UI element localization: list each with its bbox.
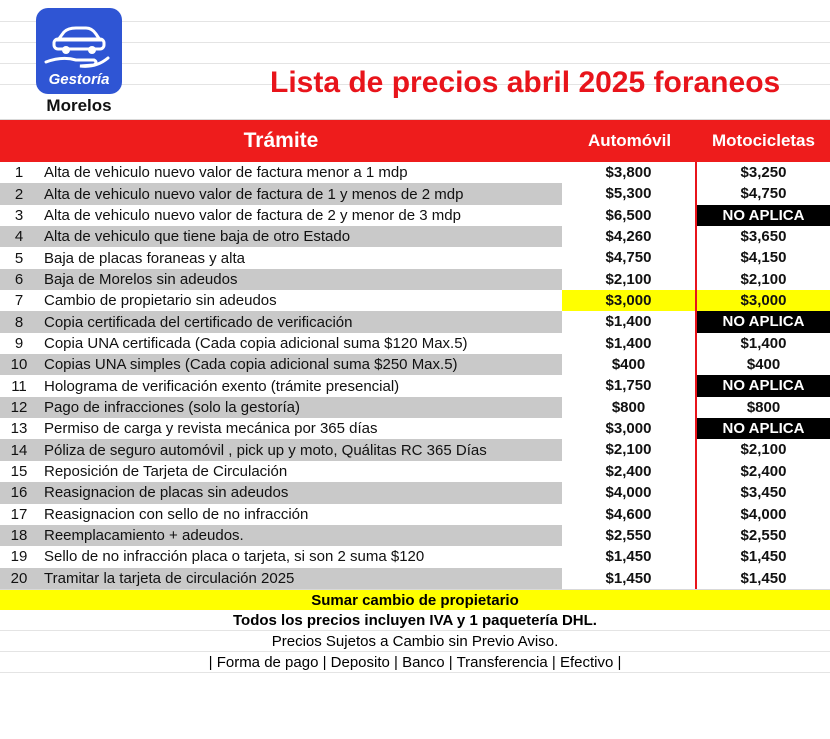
table-row [0, 461, 830, 482]
price-automovil: $2,100 [562, 269, 697, 290]
table-row [0, 525, 830, 546]
row-description: Pago de infracciones (solo la gestoría) [44, 398, 300, 416]
row-description: Cambio de propietario sin adeudos [44, 292, 277, 310]
price-motocicletas: $400 [697, 354, 830, 375]
price-automovil: $4,750 [562, 247, 697, 268]
row-description: Alta de vehiculo que tiene baja de otro Estado [44, 228, 351, 246]
price-motocicletas: NO APLICA [697, 311, 830, 332]
row-description: Alta de vehiculo nuevo valor de factura de 2 y menor de 3 mdp [44, 206, 461, 224]
table-row [0, 375, 830, 396]
brand-subtitle: Morelos [46, 96, 112, 115]
row-description: Reasignacion de placas sin adeudos [44, 484, 289, 502]
table-header [0, 120, 830, 162]
price-automovil: $6,500 [562, 205, 697, 226]
row-number: 19 [10, 548, 28, 566]
row-description: Copias UNA simples (Cada copia adicional suma $250 Max.5) [44, 356, 458, 374]
row-description: Reemplacamiento + adeudos. [44, 527, 244, 545]
price-motocicletas: $1,450 [740, 548, 787, 566]
row-description: Póliza de seguro automóvil , pick up y moto, Quálitas RC 365 Días [44, 441, 487, 459]
table-row [0, 482, 830, 503]
row-number: 14 [10, 441, 28, 459]
footer-note-propietario: Sumar cambio de propietario [0, 589, 830, 610]
price-motocicletas: NO APLICA [697, 418, 830, 439]
row-number: 6 [14, 270, 24, 288]
table-row [0, 354, 830, 375]
footer-note-precios: Precios Sujetos a Cambio sin Previo Aviso. [0, 631, 830, 652]
row-description: Baja de placas foraneas y alta [44, 249, 245, 267]
price-motocicletas: $2,100 [697, 439, 830, 460]
row-description: Baja de Morelos sin adeudos [44, 270, 238, 288]
price-automovil: $1,400 [562, 311, 697, 332]
row-number: 17 [10, 505, 28, 523]
table-row [0, 504, 830, 525]
price-motocicletas: $2,400 [740, 462, 787, 480]
row-number: 13 [10, 420, 28, 438]
row-number: 16 [10, 484, 28, 502]
table-row [0, 205, 830, 226]
table-row [0, 568, 830, 589]
price-motocicletas: NO APLICA [697, 205, 830, 226]
row-description: Reposición de Tarjeta de Circulación [44, 462, 288, 480]
row-number: 10 [10, 356, 28, 374]
footer-note-iva: Todos los precios incluyen IVA y 1 paquetería DHL. [0, 610, 830, 631]
table-row [0, 418, 830, 439]
price-motocicletas: $1,450 [697, 568, 830, 589]
row-description: Sello de no infracción placa o tarjeta, si son 2 suma $120 [44, 548, 425, 566]
row-description: Copia UNA certificada (Cada copia adicional suma $120 Max.5) [44, 334, 468, 352]
row-number: 4 [14, 228, 24, 246]
price-automovil: $2,100 [562, 439, 697, 460]
row-description: Reasignacion con sello de no infracción [44, 505, 309, 523]
price-motocicletas: $1,400 [740, 334, 787, 352]
price-automovil: $1,450 [562, 568, 697, 589]
table-row [0, 546, 830, 567]
row-number: 12 [10, 398, 28, 416]
price-motocicletas: $3,450 [697, 482, 830, 503]
table-row [0, 333, 830, 354]
price-motocicletas: $2,550 [697, 525, 830, 546]
price-automovil: $3,000 [562, 290, 697, 311]
price-motocicletas: $3,250 [740, 164, 787, 181]
price-automovil: $2,400 [562, 461, 697, 482]
price-automovil: $3,000 [562, 418, 697, 439]
table-row [0, 247, 830, 268]
row-description: Tramitar la tarjeta de circulación 2025 [44, 569, 295, 587]
row-number: 1 [14, 164, 24, 182]
table-row [0, 311, 830, 332]
table-row [0, 290, 830, 311]
row-description: Copia certificada del certificado de verificación [44, 313, 353, 331]
table-row [0, 439, 830, 460]
row-number: 2 [14, 185, 24, 203]
price-automovil: $1,750 [562, 375, 697, 396]
price-motocicletas: $4,000 [740, 505, 787, 523]
price-automovil: $4,260 [562, 226, 697, 247]
table-row [0, 269, 830, 290]
price-automovil: $400 [562, 354, 697, 375]
table-row [0, 397, 830, 418]
row-number: 3 [14, 206, 24, 224]
header [0, 0, 830, 120]
price-automovil: $4,000 [562, 482, 697, 503]
row-number: 11 [11, 377, 27, 395]
price-automovil: $3,800 [562, 162, 697, 183]
row-number: 20 [10, 569, 28, 587]
price-motocicletas: $2,100 [697, 269, 830, 290]
table-row [0, 162, 830, 183]
footer-note-forma-pago: | Forma de pago | Deposito | Banco | Transferencia | Efectivo | [0, 652, 830, 673]
price-motocicletas: $3,000 [697, 290, 830, 311]
price-table-body [0, 162, 830, 589]
row-description: Holograma de verificación exento (trámite presencial) [44, 377, 400, 395]
price-motocicletas: $3,650 [697, 226, 830, 247]
price-automovil: $2,550 [562, 525, 697, 546]
table-row [0, 226, 830, 247]
row-description: Alta de vehiculo nuevo valor de factura de 1 y menos de 2 mdp [44, 185, 464, 203]
price-motocicletas: NO APLICA [697, 375, 830, 396]
price-automovil: $1,400 [562, 333, 697, 354]
row-number: 9 [14, 334, 24, 352]
price-automovil: $800 [562, 397, 697, 418]
price-automovil: $5,300 [562, 183, 697, 204]
car-hand-icon [36, 8, 122, 78]
column-header-tramite: Trámite [243, 129, 319, 152]
column-header-motocicletas: Motocicletas [712, 131, 815, 150]
price-motocicletas: $800 [697, 397, 830, 418]
price-automovil: $4,600 [562, 504, 697, 525]
brand-name: Gestoría [48, 71, 110, 88]
gestoria-logo [36, 8, 122, 94]
row-description: Permiso de carga y revista mecánica por 365 días [44, 420, 378, 438]
price-motocicletas: $4,150 [740, 249, 787, 267]
row-description: Alta de vehiculo nuevo valor de factura menor a 1 mdp [44, 164, 408, 182]
price-automovil: $1,450 [562, 546, 697, 567]
row-number: 5 [14, 249, 24, 267]
page-title: Lista de precios abril 2025 foraneos [270, 66, 781, 99]
column-header-automovil: Automóvil [587, 131, 672, 150]
row-number: 18 [10, 527, 28, 545]
row-number: 7 [14, 292, 24, 310]
price-motocicletas: $4,750 [697, 183, 830, 204]
row-number: 15 [10, 462, 28, 480]
table-row [0, 183, 830, 204]
row-number: 8 [14, 313, 24, 331]
